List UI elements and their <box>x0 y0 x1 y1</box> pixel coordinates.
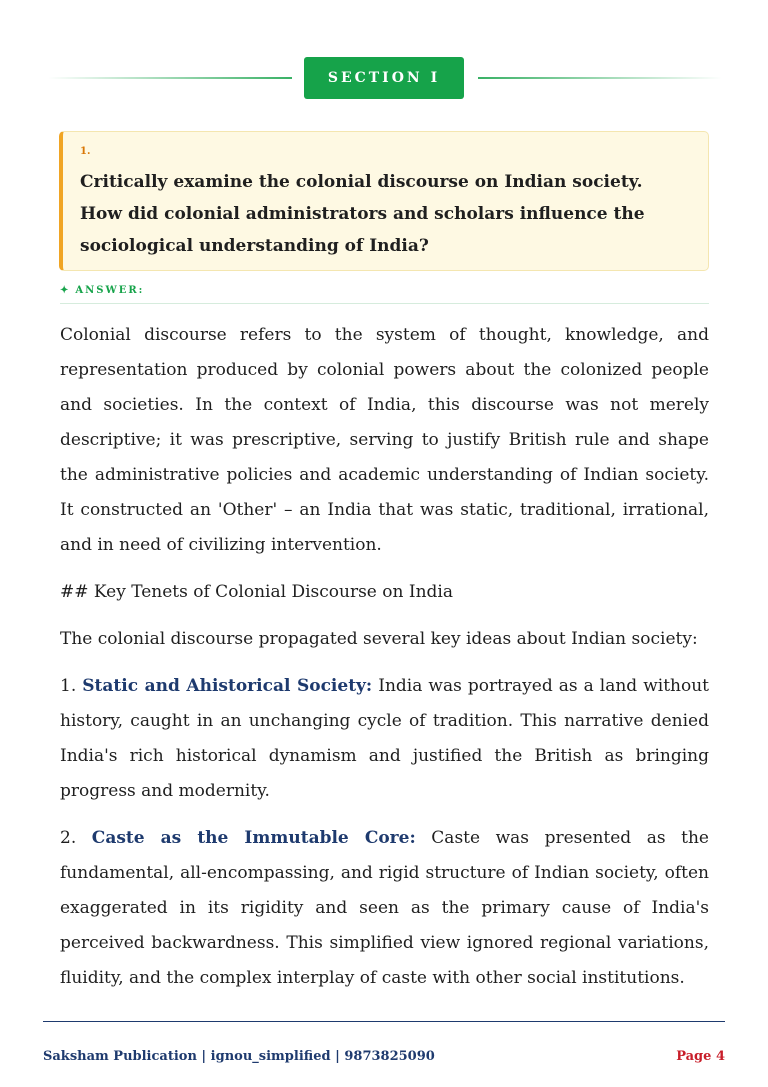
answer-label-text: ANSWER: <box>75 285 145 296</box>
intro-paragraph: Colonial discourse refers to the system of thought, knowledge, and representation produced by colonial powers about the colonized people and societies. In the context of India, this discourse was not merely descriptive; it was prescriptive, serving to justify British rule and shape the administrative policies and academic understanding of Indian society. It constructed an 'Other' – an India that was static, traditional, irrational, and in need of civilizing intervention. <box>60 325 709 555</box>
page-number: Page 4 <box>676 1049 725 1064</box>
question-text: Critically examine the colonial discourse on Indian society. How did colonial administrators and scholars influence the sociological understanding of India? <box>80 172 645 256</box>
section-divider-right <box>478 77 722 79</box>
sparkle-icon: ✦ <box>60 285 71 296</box>
list-item-text: Caste was presented as the fundamental, all-encompassing, and rigid structure of Indian society, often exaggerated in its rigidity and seen as the primary cause of India's perceived backwardness. This simplified view ignored regional variations, fluidity, and the complex interplay of caste with other social institutions. <box>60 828 709 988</box>
lead-paragraph: The colonial discourse propagated several key ideas about Indian society: <box>60 629 698 649</box>
section-badge: SECTION I <box>304 57 464 99</box>
list-item-text: India was portrayed as a land without history, caught in an unchanging cycle of tradition. This narrative denied India's rich historical dynamism and justified the British as bringing progress and modernity. <box>60 676 709 801</box>
section-divider-left <box>48 77 292 79</box>
question-box <box>59 131 709 271</box>
list-item-number: 2. <box>60 828 77 848</box>
answer-content <box>60 318 709 1008</box>
answer-label <box>60 284 144 298</box>
section-header <box>0 57 768 99</box>
list-item-number: 1. <box>60 676 77 696</box>
list-item <box>60 821 709 996</box>
footer-publisher: Saksham Publication | ignou_simplified | 9873825090 <box>43 1049 435 1064</box>
list-item-term: Static and Ahistorical Society: <box>82 676 373 696</box>
list-item-term: Caste as the Immutable Core: <box>91 828 416 848</box>
footer-divider <box>43 1021 725 1022</box>
list-item <box>60 669 709 809</box>
answer-divider <box>60 303 709 304</box>
question-number: 1. <box>80 146 91 157</box>
content-heading: ## Key Tenets of Colonial Discourse on India <box>60 582 453 602</box>
